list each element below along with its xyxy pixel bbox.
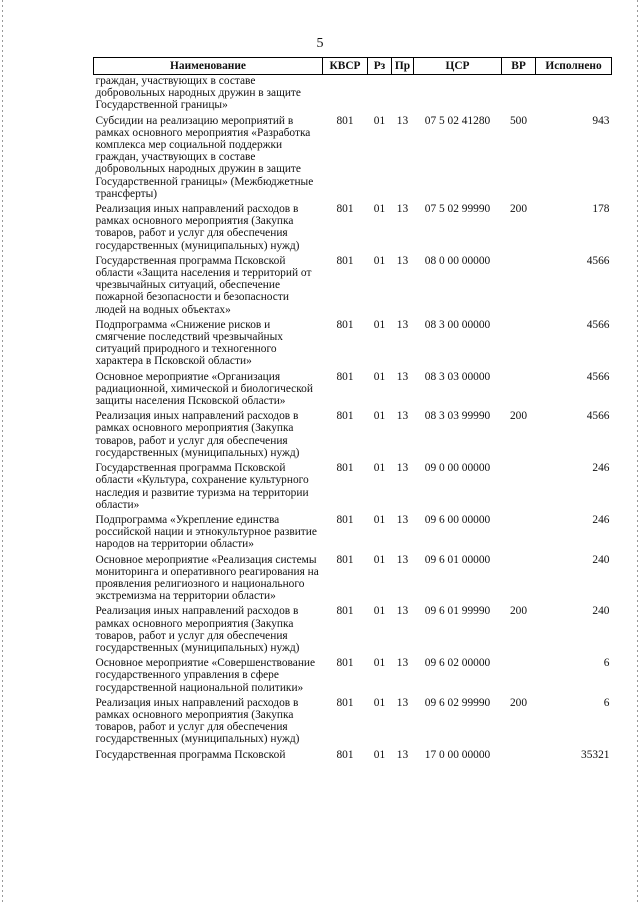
cell-rz: 01 [373,657,386,670]
cell-rz: 01 [373,605,386,618]
cell-csr: 09 6 01 00000 [424,553,491,566]
cell-amount: 246 [592,462,610,475]
table-row [94,371,612,411]
cell-amount: 4566 [586,410,610,423]
cell-pr: 13 [396,114,409,127]
cell-csr: 08 3 00 00000 [424,318,491,331]
header-rz: Рз [368,58,392,75]
cell-csr: 09 6 01 99990 [424,605,491,618]
cell-kvsr: 801 [336,748,354,761]
cell-pr: 13 [396,696,409,709]
cell-name: Реализация иных направлений расходов в рамках основного мероприятия (Закупка товаров, работ и услуг для обеспечения государственных (муниципальных) нужд) [95,605,300,654]
cell-csr: 07 5 02 99990 [424,203,491,216]
cell-amount [536,75,612,115]
cell-vr [502,749,536,764]
cell-csr: 07 5 02 41280 [424,114,491,127]
cell-rz: 01 [373,513,386,526]
cell-amount: 6 [603,696,610,709]
cell-rz: 01 [373,410,386,423]
cell-vr [502,514,536,554]
cell-amount: 240 [592,553,610,566]
table-row [94,203,612,255]
cell-rz: 01 [373,114,386,127]
cell-csr: 09 6 00 00000 [424,513,491,526]
cell-csr: 17 0 00 00000 [424,748,491,761]
cell-rz: 01 [373,696,386,709]
cell-kvsr: 801 [336,254,354,267]
cell-name: Реализация иных направлений расходов в рамках основного мероприятия (Закупка товаров, работ и услуг для обеспечения государственных (муниципальных) нужд) [95,410,300,459]
cell-rz: 01 [373,254,386,267]
table-row [94,657,612,697]
cell-pr: 13 [396,553,409,566]
cell-name: Подпрограмма «Снижение рисков и смягчение последствий чрезвычайных ситуаций природного и техногенного характера в Псковской области» [95,318,283,368]
table-row [94,514,612,554]
cell-kvsr: 801 [336,696,354,709]
table-row [94,462,612,514]
cell-kvsr: 801 [336,370,354,383]
header-pr: Пр [392,58,414,75]
cell-vr: 200 [509,203,528,216]
cell-pr: 13 [396,370,409,383]
cell-amount: 35321 [581,748,610,761]
cell-csr: 09 6 02 00000 [424,657,491,670]
cell-amount: 6 [603,657,610,670]
cell-csr [414,75,502,115]
cell-vr [502,371,536,411]
cell-vr [502,319,536,371]
cell-csr: 08 3 03 99990 [424,410,491,423]
table-row [94,410,612,462]
table-row [94,697,612,749]
cell-pr: 13 [396,318,409,331]
header-vr: ВР [502,58,536,75]
cell-vr: 200 [509,410,528,423]
cell-name: Государственная программа Псковской области «Культура, сохранение культурного наследия и развитие туризма на территории области» [95,462,309,511]
cell-kvsr: 801 [336,657,354,670]
cell-rz [368,75,392,115]
cell-name: Реализация иных направлений расходов в рамках основного мероприятия (Закупка товаров, работ и услуг для обеспечения государственных (муниципальных) нужд) [95,203,300,252]
cell-rz: 01 [373,748,386,761]
table-row [94,75,612,115]
cell-kvsr: 801 [336,605,354,618]
cell-pr: 13 [396,513,409,526]
cell-vr [502,554,536,606]
cell-vr [502,75,536,115]
cell-amount: 178 [592,203,610,216]
cell-kvsr: 801 [336,513,354,526]
table-row [94,115,612,203]
cell-name: Основное мероприятие «Реализация системы мониторинга и оперативного реагирования на проявления религиозного и национального экстремизма на территории области» [95,553,319,603]
cell-pr: 13 [396,203,409,216]
cell-kvsr: 801 [336,462,354,475]
cell-name: Субсидии на реализацию мероприятий в рамках основного мероприятия «Разработка комплекса мер социальной поддержки граждан, участвующих в составе добровольных народных дружин в защите Государственной границы» (Межбюджетные трансферты) [95,114,314,200]
cell-kvsr: 801 [336,114,354,127]
cell-csr: 08 3 03 00000 [424,370,491,383]
table-row [94,255,612,319]
cell-rz: 01 [373,203,386,216]
cell-pr [392,75,414,115]
cell-rz: 01 [373,462,386,475]
page-number: 5 [316,36,324,51]
cell-name: Основное мероприятие «Организация радиационной, химической и биологической защиты населения Псковской области» [95,370,313,408]
cell-vr: 200 [509,605,528,618]
header-name: Наименование [94,58,323,75]
cell-vr [502,255,536,319]
cell-amount: 4566 [586,318,610,331]
header-kvsr: КВСР [323,58,368,75]
cell-amount: 4566 [586,254,610,267]
cell-pr: 13 [396,254,409,267]
cell-pr: 13 [396,748,409,761]
cell-vr: 200 [509,696,528,709]
cell-rz: 01 [373,318,386,331]
cell-name: Государственная программа Псковской области «Защита населения и территорий от чрезвычайных ситуаций, обеспечение пожарной безопасности и безопасности людей на водных объектах» [95,254,312,316]
cell-name: граждан, участвующих в составе добровольных народных дружин в защите Государственной границы» [95,75,301,112]
cell-csr: 09 6 02 99990 [424,696,491,709]
scan-edge-right [637,0,638,905]
cell-kvsr: 801 [336,203,354,216]
cell-vr [502,462,536,514]
cell-pr: 13 [396,410,409,423]
cell-kvsr: 801 [336,553,354,566]
cell-rz: 01 [373,370,386,383]
cell-amount: 246 [592,513,610,526]
table-body [94,75,612,764]
cell-kvsr: 801 [336,318,354,331]
header-amount: Исполнено [536,58,612,75]
cell-kvsr [323,75,368,115]
table-row [94,554,612,606]
cell-name: Основное мероприятие «Совершенствование государственного управления в сфере государственной национальной политики» [95,657,316,694]
table-row [94,319,612,371]
cell-name: Государственная программа Псковской [95,748,286,761]
cell-name: Подпрограмма «Укрепление единства российской нации и этнокультурное развитие народов на территории области» [95,513,317,551]
table-row [94,605,612,657]
cell-amount: 4566 [586,370,610,383]
cell-kvsr: 801 [336,410,354,423]
cell-name: Реализация иных направлений расходов в рамках основного мероприятия (Закупка товаров, работ и услуг для обеспечения государственных (муниципальных) нужд) [95,696,300,746]
cell-vr [502,657,536,697]
cell-rz: 01 [373,553,386,566]
cell-csr: 09 0 00 00000 [424,462,491,475]
header-csr: ЦСР [414,58,502,75]
cell-amount: 943 [592,114,610,127]
table-header [94,58,612,75]
header-row [94,58,612,75]
cell-pr: 13 [396,462,409,475]
cell-amount: 240 [592,605,610,618]
cell-pr: 13 [396,605,409,618]
scan-edge-left [2,0,3,905]
budget-table [93,57,612,764]
cell-pr: 13 [396,657,409,670]
cell-vr: 500 [509,114,528,127]
table-row [94,749,612,764]
cell-csr: 08 0 00 00000 [424,254,491,267]
